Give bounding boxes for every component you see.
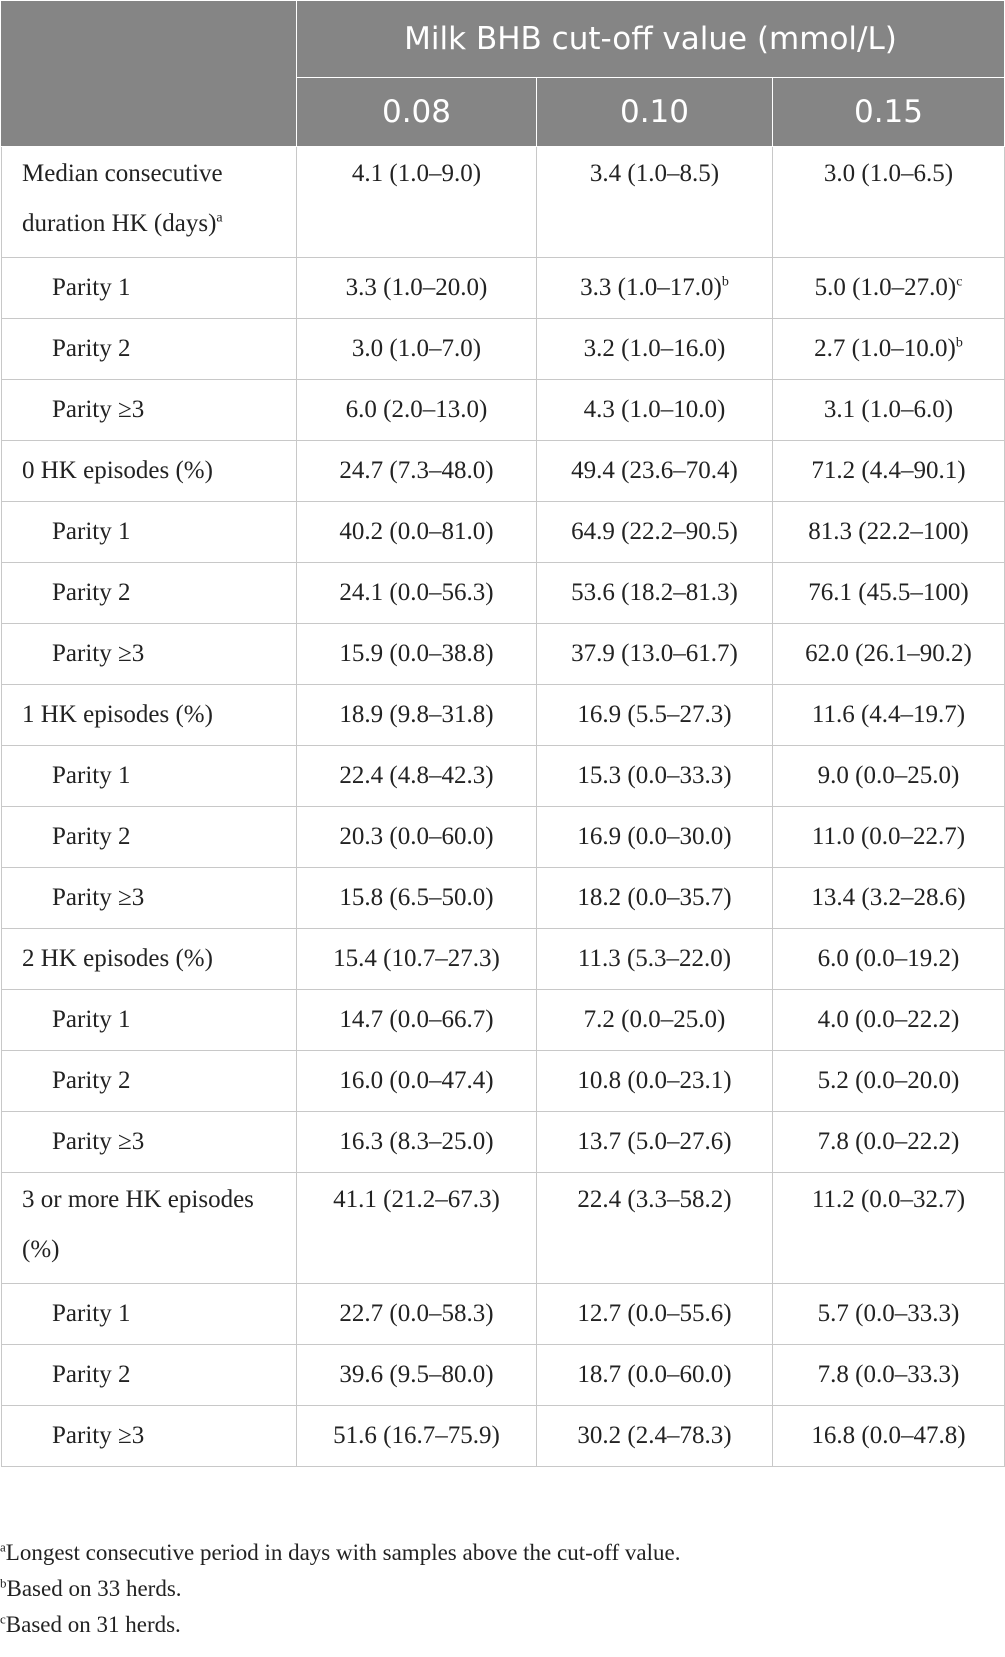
cell-value: 12.7 (0.0–55.6) xyxy=(577,1300,732,1327)
table-row xyxy=(2,319,1005,380)
cell-value: 11.0 (0.0–22.7) xyxy=(811,823,966,850)
value-cell xyxy=(297,380,537,441)
results-table xyxy=(1,0,1005,1467)
value-cell xyxy=(537,929,773,990)
footnote-text: Based on 31 herds. xyxy=(5,1612,181,1637)
cell-value: 7.8 (0.0–33.3) xyxy=(817,1361,960,1388)
footnote-text: Longest consecutive period in days with samples above the cut-off value. xyxy=(5,1540,681,1565)
value-cell xyxy=(773,929,1005,990)
value-cell xyxy=(297,1173,537,1284)
footnote xyxy=(0,1535,680,1571)
table-row xyxy=(2,929,1005,990)
cell-value: 39.6 (9.5–80.0) xyxy=(339,1361,494,1388)
value-cell xyxy=(537,1406,773,1467)
cell-value: 3.0 (1.0–7.0) xyxy=(351,335,482,362)
row-label xyxy=(2,380,297,441)
cell-value: 16.3 (8.3–25.0) xyxy=(339,1128,494,1155)
cell-value: 37.9 (13.0–61.7) xyxy=(571,640,738,667)
value-cell xyxy=(297,1345,537,1406)
row-label-text: Parity 1 xyxy=(52,1300,131,1327)
value-cell xyxy=(537,990,773,1051)
cutoff-column-header: 0.08 xyxy=(297,78,537,147)
cell-value: 15.9 (0.0–38.8) xyxy=(339,640,494,667)
value-cell xyxy=(537,1284,773,1345)
value-cell xyxy=(773,624,1005,685)
table-row xyxy=(2,441,1005,502)
value-cell xyxy=(537,563,773,624)
cell-value: 6.0 (2.0–13.0) xyxy=(345,396,488,423)
row-label-text: 1 HK episodes (%) xyxy=(22,701,213,728)
cutoff-group-header: Milk BHB cut-off value (mmol/L) xyxy=(297,1,1005,78)
table-row xyxy=(2,990,1005,1051)
value-cell xyxy=(297,441,537,502)
value-cell xyxy=(773,258,1005,319)
cell-value: 13.4 (3.2–28.6) xyxy=(811,884,966,911)
value-cell xyxy=(773,1284,1005,1345)
row-label xyxy=(2,746,297,807)
cell-value: 13.7 (5.0–27.6) xyxy=(577,1128,732,1155)
value-cell xyxy=(297,868,537,929)
cell-value: 51.6 (16.7–75.9) xyxy=(333,1422,500,1449)
cell-value: 40.2 (0.0–81.0) xyxy=(339,518,494,545)
row-label xyxy=(2,1345,297,1406)
cell-value: 16.9 (5.5–27.3) xyxy=(577,701,732,728)
cell-value: 3.3 (1.0–17.0) xyxy=(580,274,722,301)
value-cell xyxy=(537,1345,773,1406)
value-cell xyxy=(537,1051,773,1112)
value-cell xyxy=(297,147,537,258)
cell-value: 30.2 (2.4–78.3) xyxy=(577,1422,732,1449)
cell-value: 62.0 (26.1–90.2) xyxy=(805,640,972,667)
value-cell xyxy=(297,746,537,807)
footnote xyxy=(0,1607,680,1643)
cell-value: 9.0 (0.0–25.0) xyxy=(817,762,960,789)
cell-value: 24.1 (0.0–56.3) xyxy=(339,579,494,606)
cell-value: 22.7 (0.0–58.3) xyxy=(339,1300,494,1327)
value-cell xyxy=(773,319,1005,380)
value-cell xyxy=(537,258,773,319)
cell-value: 4.0 (0.0–22.2) xyxy=(817,1006,960,1033)
value-cell xyxy=(297,990,537,1051)
row-label xyxy=(2,1284,297,1345)
value-cell xyxy=(773,746,1005,807)
value-cell xyxy=(297,319,537,380)
row-label-text: Parity 2 xyxy=(52,579,131,606)
row-label xyxy=(2,147,297,258)
row-label-text: Median consecutive duration HK (days) xyxy=(22,160,223,237)
footnote-mark: b xyxy=(0,1575,7,1591)
value-cell xyxy=(297,807,537,868)
value-cell xyxy=(297,258,537,319)
cell-value: 18.2 (0.0–35.7) xyxy=(577,884,732,911)
cell-value: 14.7 (0.0–66.7) xyxy=(339,1006,494,1033)
cell-value: 3.2 (1.0–16.0) xyxy=(583,335,726,362)
cell-value: 18.7 (0.0–60.0) xyxy=(577,1361,732,1388)
row-label-text: Parity ≥3 xyxy=(52,1128,145,1155)
row-label xyxy=(2,441,297,502)
table-body xyxy=(2,147,1005,1467)
footnote xyxy=(0,1571,680,1607)
table-row xyxy=(2,746,1005,807)
value-cell xyxy=(773,1406,1005,1467)
cell-value: 16.0 (0.0–47.4) xyxy=(339,1067,494,1094)
cell-value: 24.7 (7.3–48.0) xyxy=(339,457,494,484)
row-label xyxy=(2,502,297,563)
value-cell xyxy=(537,746,773,807)
table-row xyxy=(2,1406,1005,1467)
cell-value: 2.7 (1.0–10.0) xyxy=(814,335,956,362)
footnote-marker: b xyxy=(955,335,963,351)
value-cell xyxy=(773,1112,1005,1173)
cell-value: 4.1 (1.0–9.0) xyxy=(351,160,482,187)
value-cell xyxy=(537,1112,773,1173)
row-label-text: Parity 1 xyxy=(52,1006,131,1033)
value-cell xyxy=(537,624,773,685)
cutoff-column-header: 0.15 xyxy=(773,78,1005,147)
cell-value: 11.3 (5.3–22.0) xyxy=(577,945,732,972)
row-label xyxy=(2,1406,297,1467)
footnote-marker: b xyxy=(721,274,729,290)
value-cell xyxy=(773,563,1005,624)
row-label-text: Parity 1 xyxy=(52,762,131,789)
value-cell xyxy=(773,1345,1005,1406)
row-label xyxy=(2,1051,297,1112)
value-cell xyxy=(297,1051,537,1112)
cell-value: 3.3 (1.0–20.0) xyxy=(345,274,488,301)
value-cell xyxy=(297,502,537,563)
row-label-text: Parity ≥3 xyxy=(52,396,145,423)
table-row xyxy=(2,868,1005,929)
table-row xyxy=(2,258,1005,319)
cell-value: 81.3 (22.2–100) xyxy=(808,518,969,545)
row-label xyxy=(2,868,297,929)
table-row xyxy=(2,1051,1005,1112)
cell-value: 5.2 (0.0–20.0) xyxy=(817,1067,960,1094)
row-label xyxy=(2,929,297,990)
table-row xyxy=(2,1173,1005,1284)
row-label-text: Parity 1 xyxy=(52,274,131,301)
table-row xyxy=(2,1284,1005,1345)
cell-value: 18.9 (9.8–31.8) xyxy=(339,701,494,728)
value-cell xyxy=(297,624,537,685)
row-label xyxy=(2,258,297,319)
cell-value: 7.8 (0.0–22.2) xyxy=(817,1128,960,1155)
cell-value: 15.8 (6.5–50.0) xyxy=(339,884,494,911)
value-cell xyxy=(773,807,1005,868)
footnote-text: Based on 33 herds. xyxy=(6,1576,182,1601)
table-row xyxy=(2,147,1005,258)
value-cell xyxy=(297,1284,537,1345)
table-row xyxy=(2,685,1005,746)
value-cell xyxy=(297,1112,537,1173)
table-row xyxy=(2,502,1005,563)
row-label-text: Parity 2 xyxy=(52,823,131,850)
cell-value: 22.4 (4.8–42.3) xyxy=(339,762,494,789)
row-label-text: 0 HK episodes (%) xyxy=(22,457,213,484)
cell-value: 3.0 (1.0–6.5) xyxy=(823,160,954,187)
cell-value: 6.0 (0.0–19.2) xyxy=(817,945,960,972)
row-label-text: Parity 1 xyxy=(52,518,131,545)
cell-value: 11.2 (0.0–32.7) xyxy=(811,1186,966,1213)
cell-value: 41.1 (21.2–67.3) xyxy=(333,1186,500,1213)
footnote-mark: c xyxy=(0,1611,6,1627)
value-cell xyxy=(537,685,773,746)
value-cell xyxy=(537,868,773,929)
row-label xyxy=(2,1173,297,1284)
row-label-text: 3 or more HK episodes (%) xyxy=(22,1186,254,1263)
value-cell xyxy=(537,147,773,258)
cell-value: 76.1 (45.5–100) xyxy=(808,579,969,606)
table-row xyxy=(2,1345,1005,1406)
table-row xyxy=(2,807,1005,868)
row-label xyxy=(2,807,297,868)
cell-value: 15.3 (0.0–33.3) xyxy=(577,762,732,789)
row-label-text: Parity 2 xyxy=(52,335,131,362)
cell-value: 4.3 (1.0–10.0) xyxy=(583,396,726,423)
row-label xyxy=(2,563,297,624)
value-cell xyxy=(537,319,773,380)
value-cell xyxy=(773,147,1005,258)
cell-value: 15.4 (10.7–27.3) xyxy=(333,945,500,972)
row-label-text: Parity 2 xyxy=(52,1067,131,1094)
row-label-text: Parity ≥3 xyxy=(52,1422,145,1449)
value-cell xyxy=(537,441,773,502)
value-cell xyxy=(297,685,537,746)
value-cell xyxy=(537,807,773,868)
table-row xyxy=(2,380,1005,441)
row-label-text: Parity ≥3 xyxy=(52,884,145,911)
footnote-mark: a xyxy=(0,1539,6,1555)
header-corner-cell xyxy=(2,1,297,147)
cell-value: 11.6 (4.4–19.7) xyxy=(811,701,966,728)
value-cell xyxy=(773,1051,1005,1112)
row-label xyxy=(2,1112,297,1173)
cell-value: 71.2 (4.4–90.1) xyxy=(811,457,966,484)
value-cell xyxy=(537,1173,773,1284)
cell-value: 5.0 (1.0–27.0) xyxy=(814,274,957,301)
cell-value: 10.8 (0.0–23.1) xyxy=(577,1067,732,1094)
footnote-marker: c xyxy=(956,274,963,290)
cell-value: 53.6 (18.2–81.3) xyxy=(571,579,738,606)
value-cell xyxy=(297,563,537,624)
row-label xyxy=(2,990,297,1051)
value-cell xyxy=(773,990,1005,1051)
value-cell xyxy=(297,1406,537,1467)
cell-value: 3.1 (1.0–6.0) xyxy=(823,396,954,423)
cell-value: 5.7 (0.0–33.3) xyxy=(817,1300,960,1327)
row-label-text: Parity ≥3 xyxy=(52,640,145,667)
table-row xyxy=(2,563,1005,624)
value-cell xyxy=(773,868,1005,929)
row-label-text: 2 HK episodes (%) xyxy=(22,945,213,972)
cell-value: 64.9 (22.2–90.5) xyxy=(571,518,738,545)
value-cell xyxy=(537,502,773,563)
value-cell xyxy=(537,380,773,441)
footnote-marker: a xyxy=(216,210,223,226)
cell-value: 49.4 (23.6–70.4) xyxy=(571,457,738,484)
value-cell xyxy=(773,380,1005,441)
row-label xyxy=(2,624,297,685)
table-row xyxy=(2,624,1005,685)
value-cell xyxy=(773,502,1005,563)
cell-value: 16.8 (0.0–47.8) xyxy=(811,1422,966,1449)
cell-value: 20.3 (0.0–60.0) xyxy=(339,823,494,850)
row-label xyxy=(2,685,297,746)
cell-value: 3.4 (1.0–8.5) xyxy=(589,160,720,187)
row-label xyxy=(2,319,297,380)
cutoff-column-header: 0.10 xyxy=(537,78,773,147)
value-cell xyxy=(773,1173,1005,1284)
cell-value: 16.9 (0.0–30.0) xyxy=(577,823,732,850)
value-cell xyxy=(773,685,1005,746)
row-label-text: Parity 2 xyxy=(52,1361,131,1388)
table-row xyxy=(2,1112,1005,1173)
cell-value: 22.4 (3.3–58.2) xyxy=(577,1186,732,1213)
value-cell xyxy=(773,441,1005,502)
value-cell xyxy=(297,929,537,990)
footnotes xyxy=(0,1535,680,1643)
cell-value: 7.2 (0.0–25.0) xyxy=(583,1006,726,1033)
